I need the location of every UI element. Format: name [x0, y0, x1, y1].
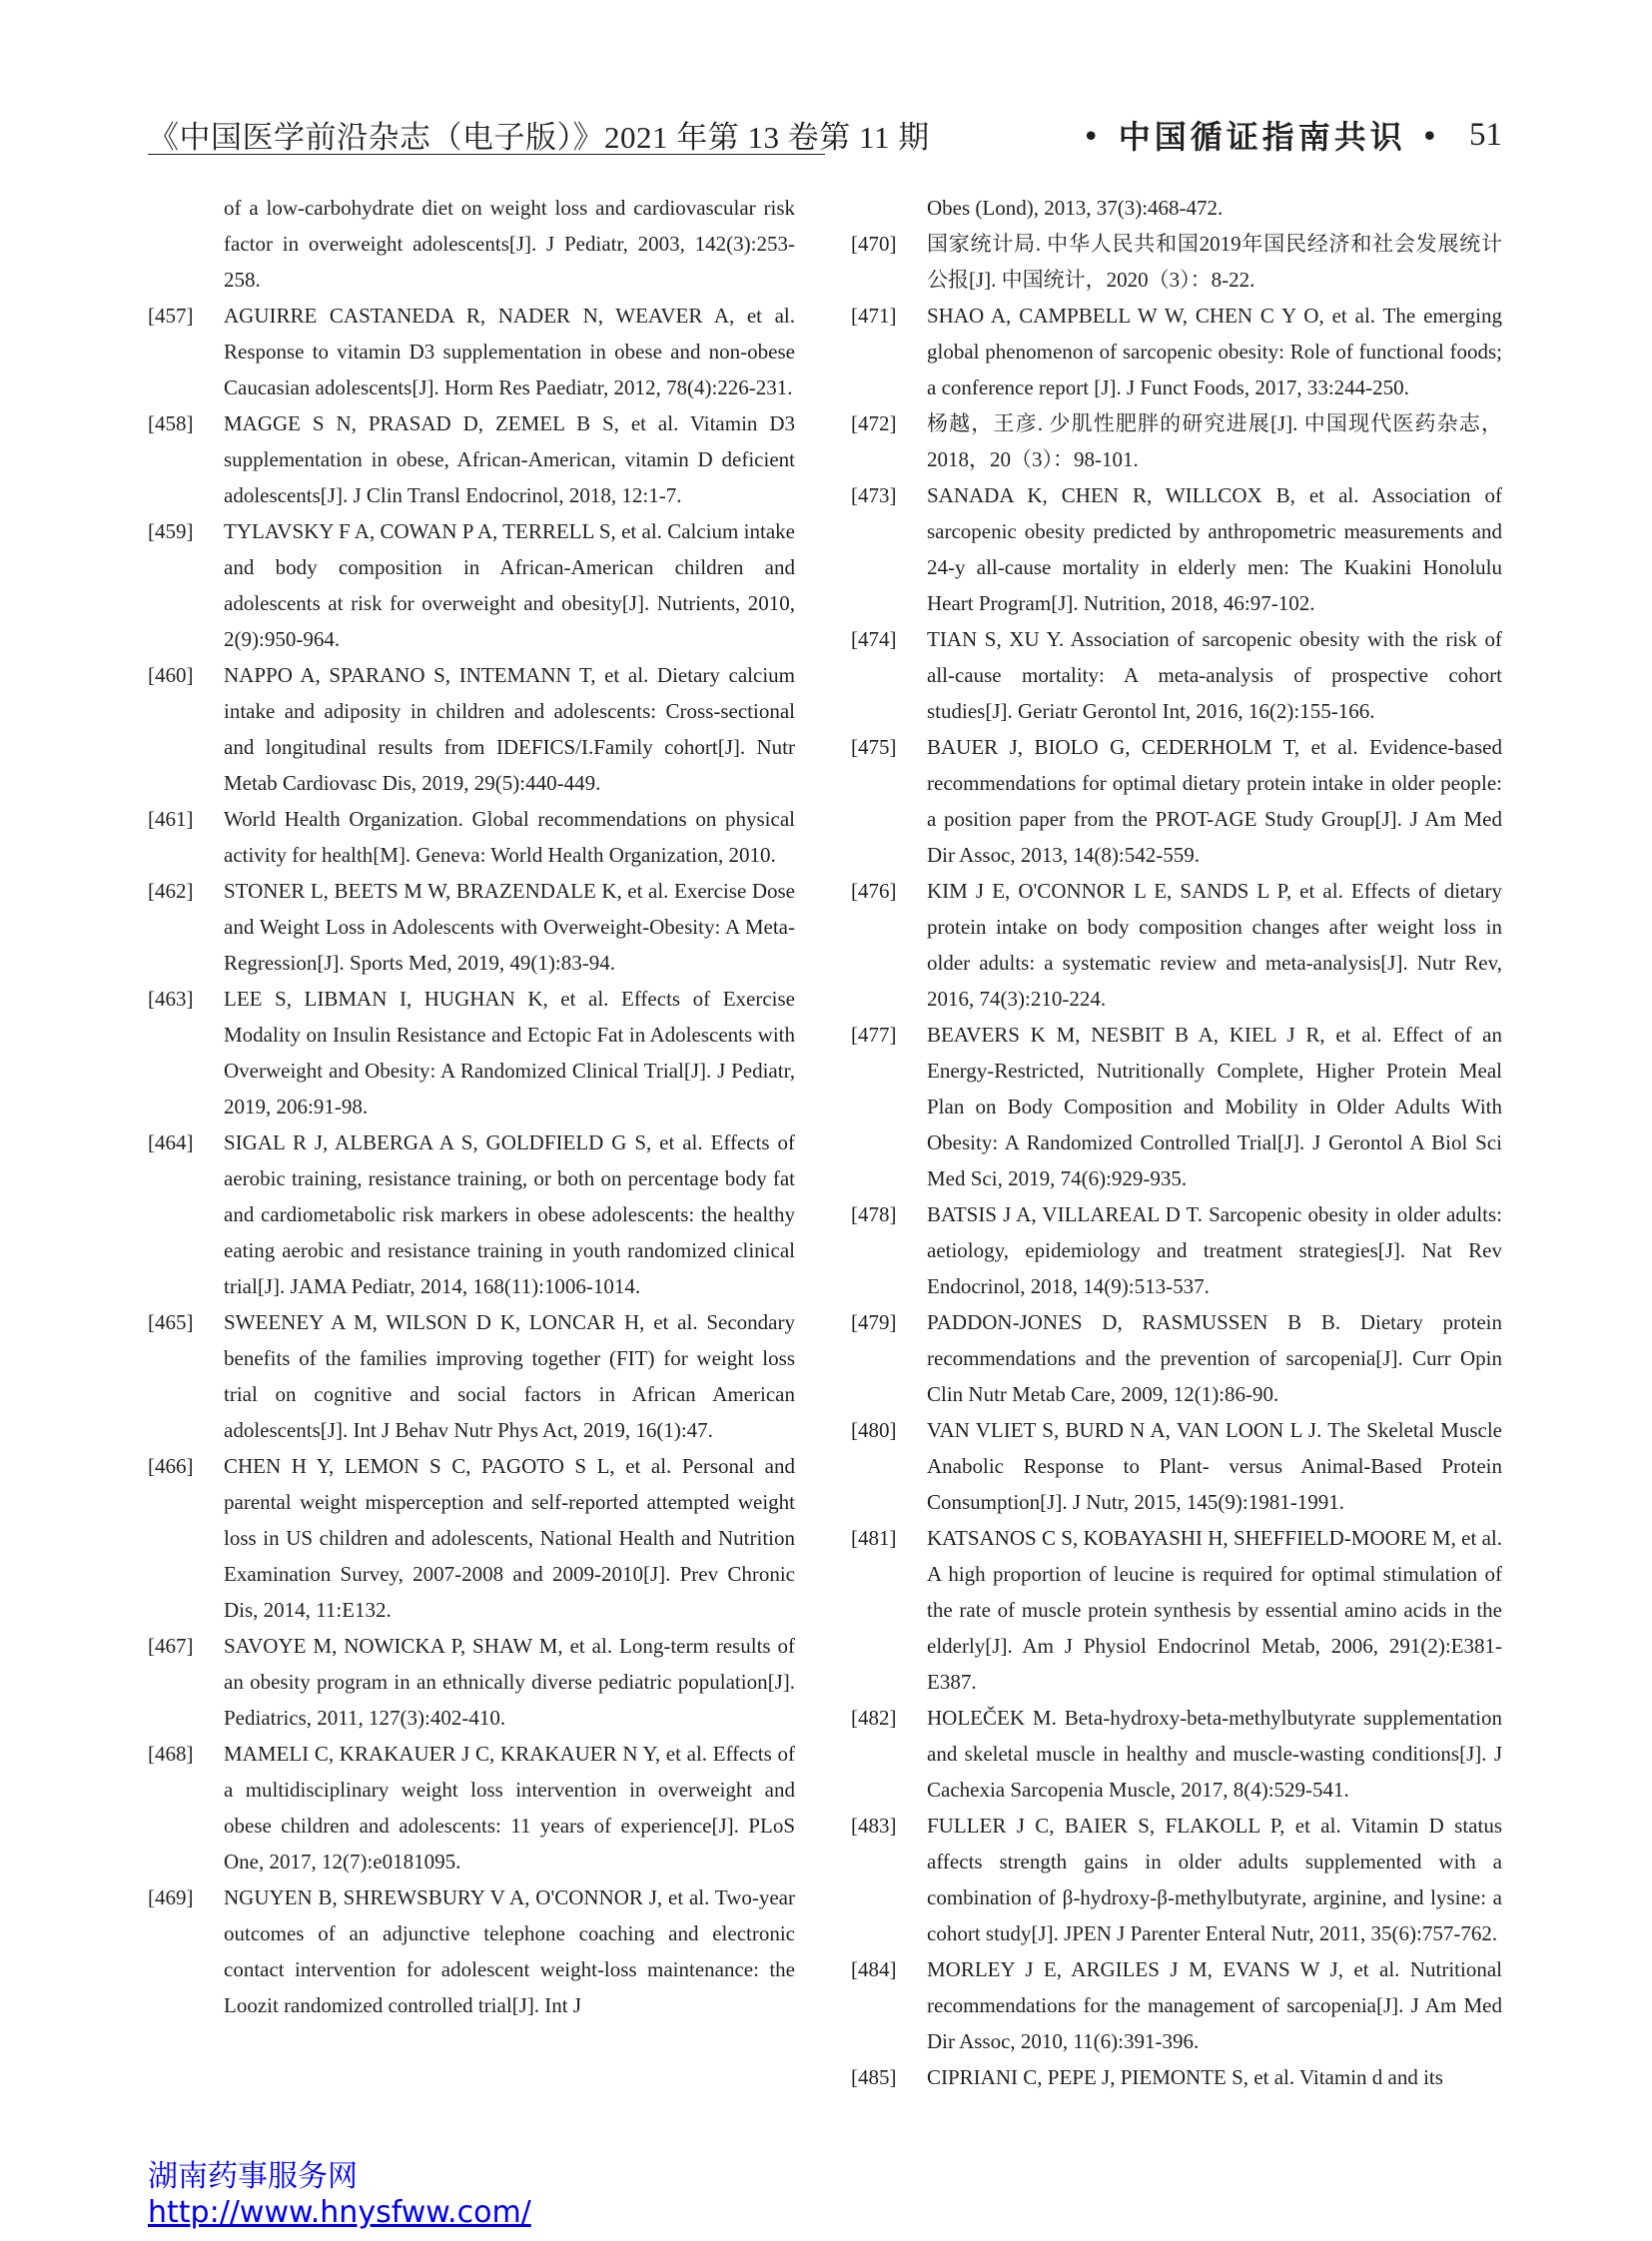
site-name: 湖南药事服务网	[148, 2159, 358, 2194]
page-number: 51	[1469, 116, 1502, 153]
reference-number: [460]	[148, 663, 194, 687]
reference-item	[851, 1412, 1502, 1520]
reference-text: CHEN H Y, LEMON S C, PAGOTO S L, et al. Personal and parental weight misperception and self-reported attempted weight loss in US children and adolescents, National Health and Nutrition Examination Survey, 2007-2008 and 2009-2010[J]. Prev Chronic Dis, 2014, 11:E132.	[224, 1454, 795, 1622]
reference-number: [459]	[148, 519, 194, 543]
reference-number: [481]	[851, 1526, 897, 1550]
bullet-left: •	[1085, 116, 1101, 153]
site-url-link[interactable]: http://www.hnysfww.com/	[148, 2195, 531, 2230]
reference-text: FULLER J C, BAIER S, FLAKOLL P, et al. Vitamin D status affects strength gains in older adults supplemented with a combination of β-hydroxy-β-methylbutyrate, arginine, and lysine: a cohort study[J]. JPEN J Parenter Enteral Nutr, 2011, 35(6):757-762.	[927, 1814, 1502, 1945]
reference-text: PADDON-JONES D, RASMUSSEN B B. Dietary protein recommendations and the prevention of sarcopenia[J]. Curr Opin Clin Nutr Metab Care, 2009, 12(1):86-90.	[927, 1310, 1502, 1406]
reference-item	[851, 1304, 1502, 1412]
reference-item	[148, 298, 795, 405]
reference-item	[148, 1879, 795, 2023]
reference-number: [485]	[851, 2065, 897, 2089]
reference-number: [466]	[148, 1454, 194, 1478]
reference-item	[148, 981, 795, 1124]
reference-text: LEE S, LIBMAN I, HUGHAN K, et al. Effects of Exercise Modality on Insulin Resistance and Ectopic Fat in Adolescents with Overweight and Obesity: A Randomized Clinical Trial[J]. J Pediatr, 2019, 206:91-98.	[224, 987, 795, 1119]
reference-text: SANADA K, CHEN R, WILLCOX B, et al. Association of sarcopenic obesity predicted by anthropometric measurements and 24-y all-cause mortality in elderly men: The Kuakini Honolulu Heart Program[J]. Nutrition, 2018, 46:97-102.	[927, 483, 1502, 615]
reference-text: KATSANOS C S, KOBAYASHI H, SHEFFIELD-MOORE M, et al. A high proportion of leucine is required for optimal stimulation of the rate of muscle protein synthesis by essential amino acids in the elderly[J]. Am J Physiol Endocrinol Metab, 2006, 291(2):E381-E387.	[927, 1526, 1502, 1694]
reference-text: VAN VLIET S, BURD N A, VAN LOON L J. The Skeletal Muscle Anabolic Response to Plant- versus Animal-Based Protein Consumption[J]. J Nutr, 2015, 145(9):1981-1991.	[927, 1418, 1502, 1514]
reference-item	[148, 873, 795, 981]
reference-item	[851, 729, 1502, 873]
reference-number: [465]	[148, 1310, 194, 1334]
reference-text: BEAVERS K M, NESBIT B A, KIEL J R, et al. Effect of an Energy-Restricted, Nutritionally Complete, Higher Protein Meal Plan on Body Composition and Mobility in Older Adults With Obesity: A Randomized Controlled Trial[J]. J Gerontol A Biol Sci Med Sci, 2019, 74(6):929-935.	[927, 1023, 1502, 1190]
reference-number: [477]	[851, 1023, 897, 1047]
reference-text: SWEENEY A M, WILSON D K, LONCAR H, et al. Secondary benefits of the families improving together (FIT) for weight loss trial on cognitive and social factors in African American adolescents[J]. Int J Behav Nutr Phys Act, 2019, 16(1):47.	[224, 1310, 795, 1442]
reference-text: 杨越，王彦. 少肌性肥胖的研究进展[J]. 中国现代医药杂志，2018，20（3）：98-101.	[927, 411, 1502, 471]
reference-number: [457]	[148, 304, 194, 328]
reference-text: BATSIS J A, VILLAREAL D T. Sarcopenic obesity in older adults: aetiology, epidemiology and treatment strategies[J]. Nat Rev Endocrinol, 2018, 14(9):513-537.	[927, 1202, 1502, 1298]
reference-text: AGUIRRE CASTANEDA R, NADER N, WEAVER A, et al. Response to vitamin D3 supplementation in obese and non-obese Caucasian adolescents[J]. Horm Res Paediatr, 2012, 78(4):226-231.	[224, 304, 795, 399]
reference-text: MORLEY J E, ARGILES J M, EVANS W J, et al. Nutritional recommendations for the management of sarcopenia[J]. J Am Med Dir Assoc, 2010, 11(6):391-396.	[927, 1957, 1502, 2053]
reference-item	[148, 657, 795, 801]
header-divider	[148, 154, 825, 155]
reference-item	[851, 477, 1502, 621]
reference-item	[148, 1448, 795, 1628]
reference-text: SIGAL R J, ALBERGA A S, GOLDFIELD G S, et al. Effects of aerobic training, resistance training, or both on percentage body fat and cardiometabolic risk markers in obese adolescents: the healthy eating aerobic and resistance training in youth randomized clinical trial[J]. JAMA Pediatr, 2014, 168(11):1006-1014.	[224, 1130, 795, 1298]
reference-item	[851, 190, 1502, 226]
watermark-footer	[148, 2159, 531, 2231]
reference-text: CIPRIANI C, PEPE J, PIEMONTE S, et al. Vitamin d and its	[927, 2065, 1443, 2089]
reference-item	[148, 513, 795, 657]
reference-text: MAGGE S N, PRASAD D, ZEMEL B S, et al. Vitamin D3 supplementation in obese, African-American, vitamin D deficient adolescents[J]. J Clin Transl Endocrinol, 2018, 12:1-7.	[224, 411, 795, 507]
reference-item	[148, 1628, 795, 1736]
reference-number: [476]	[851, 879, 897, 903]
reference-item	[851, 1196, 1502, 1304]
reference-text: SAVOYE M, NOWICKA P, SHAW M, et al. Long-term results of an obesity program in an ethnically diverse pediatric population[J]. Pediatrics, 2011, 127(3):402-410.	[224, 1634, 795, 1730]
reference-item	[851, 1700, 1502, 1808]
reference-number: [474]	[851, 627, 897, 651]
reference-number: [484]	[851, 1957, 897, 1981]
reference-item	[851, 1017, 1502, 1196]
reference-item	[148, 405, 795, 513]
reference-number: [468]	[148, 1742, 194, 1766]
reference-number: [480]	[851, 1418, 897, 1442]
reference-text: World Health Organization. Global recommendations on physical activity for health[M]. Geneva: World Health Organization, 2010.	[224, 807, 795, 867]
reference-item	[851, 2059, 1502, 2095]
reference-number: [469]	[148, 1885, 194, 1909]
reference-number: [472]	[851, 411, 897, 435]
reference-number: [471]	[851, 304, 897, 328]
reference-item	[851, 1520, 1502, 1700]
reference-item	[851, 621, 1502, 729]
reference-number	[851, 190, 927, 226]
reference-text: TIAN S, XU Y. Association of sarcopenic obesity with the risk of all-cause mortality: A meta-analysis of prospective cohort studies[J]. Geriatr Gerontol Int, 2016, 16(2):155-166.	[927, 627, 1502, 723]
reference-number	[148, 190, 224, 298]
reference-number: [463]	[148, 987, 194, 1011]
reference-item	[148, 190, 795, 298]
reference-text: 国家统计局. 中华人民共和国2019年国民经济和社会发展统计公报[J]. 中国统计，2020（3）：8-22.	[927, 232, 1502, 292]
reference-text: Obes (Lond), 2013, 37(3):468-472.	[927, 196, 1224, 220]
reference-item	[851, 405, 1502, 477]
reference-number: [479]	[851, 1310, 897, 1334]
section-title: 中国循证指南共识	[1118, 119, 1406, 155]
section-header	[1068, 112, 1502, 158]
reference-number: [475]	[851, 735, 897, 759]
reference-number: [478]	[851, 1202, 897, 1226]
reference-item	[851, 1951, 1502, 2059]
reference-number: [462]	[148, 879, 194, 903]
reference-text: NGUYEN B, SHREWSBURY V A, O'CONNOR J, et al. Two-year outcomes of an adjunctive telephone coaching and electronic contact intervention for adolescent weight-loss maintenance: the Loozit randomized controlled trial[J]. Int J	[224, 1885, 795, 2017]
reference-number: [461]	[148, 807, 194, 831]
reference-item	[148, 1304, 795, 1448]
reference-text: BAUER J, BIOLO G, CEDERHOLM T, et al. Evidence-based recommendations for optimal dietary protein intake in older people: a position paper from the PROT-AGE Study Group[J]. J Am Med Dir Assoc, 2013, 14(8):542-559.	[927, 735, 1502, 867]
reference-text: HOLEČEK M. Beta-hydroxy-beta-methylbutyrate supplementation and skeletal muscle in healthy and muscle-wasting conditions[J]. J Cachexia Sarcopenia Muscle, 2017, 8(4):529-541.	[927, 1706, 1502, 1802]
reference-number: [483]	[851, 1814, 897, 1838]
reference-text: MAMELI C, KRAKAUER J C, KRAKAUER N Y, et al. Effects of a multidisciplinary weight loss intervention in overweight and obese children and adolescents: 11 years of experience[J]. PLoS One, 2017, 12(7):e0181095.	[224, 1742, 795, 1873]
reference-text: STONER L, BEETS M W, BRAZENDALE K, et al. Exercise Dose and Weight Loss in Adolescents with Overweight-Obesity: A Meta-Regression[J]. Sports Med, 2019, 49(1):83-94.	[224, 879, 795, 975]
reference-item	[851, 873, 1502, 1017]
reference-text: of a low-carbohydrate diet on weight loss and cardiovascular risk factor in overweight adolescents[J]. J Pediatr, 2003, 142(3):253-258.	[224, 196, 795, 292]
reference-text: NAPPO A, SPARANO S, INTEMANN T, et al. Dietary calcium intake and adiposity in children and adolescents: Cross-sectional and longitudinal results from IDEFICS/I.Family cohort[J]. Nutr Metab Cardiovasc Dis, 2019, 29(5):440-449.	[224, 663, 795, 795]
reference-item	[148, 1124, 795, 1304]
reference-number: [464]	[148, 1130, 194, 1154]
reference-number: [473]	[851, 483, 897, 507]
reference-item	[851, 1808, 1502, 1951]
reference-text: SHAO A, CAMPBELL W W, CHEN C Y O, et al. The emerging global phenomenon of sarcopenic obesity: Role of functional foods; a conference report [J]. J Funct Foods, 2017, 33:244-250.	[927, 304, 1502, 399]
reference-item	[148, 1736, 795, 1879]
references-right-column	[851, 190, 1502, 2095]
reference-number: [467]	[148, 1634, 194, 1658]
references-left-column	[148, 190, 795, 2023]
reference-number: [482]	[851, 1706, 897, 1730]
reference-item	[851, 298, 1502, 405]
bullet-right: •	[1423, 116, 1439, 153]
reference-item	[851, 226, 1502, 298]
reference-number: [458]	[148, 411, 194, 435]
reference-item	[148, 801, 795, 873]
reference-text: TYLAVSKY F A, COWAN P A, TERRELL S, et al. Calcium intake and body composition in African-American children and adolescents at risk for overweight and obesity[J]. Nutrients, 2010, 2(9):950-964.	[224, 519, 795, 651]
reference-text: KIM J E, O'CONNOR L E, SANDS L P, et al. Effects of dietary protein intake on body composition changes after weight loss in older adults: a systematic review and meta-analysis[J]. Nutr Rev, 2016, 74(3):210-224.	[927, 879, 1502, 1011]
journal-header: 《中国医学前沿杂志（电子版）》2021 年第 13 卷第 11 期	[148, 120, 930, 155]
reference-number: [470]	[851, 232, 897, 256]
